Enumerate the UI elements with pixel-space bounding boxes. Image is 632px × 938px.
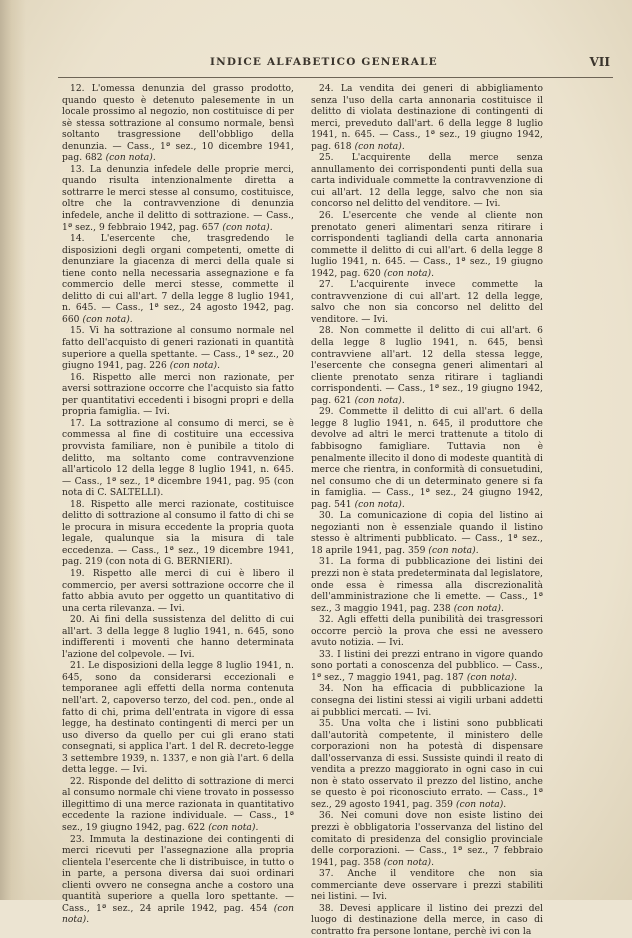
entry-note: (con nota). [383, 857, 435, 868]
right-column [311, 84, 543, 938]
page-number: VII [589, 55, 610, 69]
index-entry [311, 811, 543, 869]
entry-text: 22. Risponde del delitto di sottrazione di merci al consumo normale chi viene trovato in possesso illegittimo di una merce razionata in quantitativo eccedente la razione individuale. — Cass., 1ª sez., 19 giugno 1942, pag. 622 [62, 776, 294, 833]
entry-text: 33. I listini dei prezzi entrano in vigore quando sono portati a conoscenza del pubblico. — Cass., 1ª sez., 7 maggio 1941, pag. 187 [311, 649, 543, 683]
index-entry [62, 165, 294, 234]
entry-note: (con nota). [383, 268, 435, 279]
index-entry [311, 511, 543, 557]
entry-note: (con nota). [208, 823, 259, 833]
index-entry [62, 500, 294, 569]
index-entry [311, 650, 543, 685]
index-entry [311, 153, 543, 211]
index-entry [311, 280, 543, 326]
entry-text: 38. Devesi applicare il listino dei prezzi del luogo di destinazione della merce, in caso di contratto fra persone lontane, perchè ivi con la [311, 903, 543, 937]
entry-text: 12. L'omessa denunzia del grasso prodotto, quando questo è detenuto palesemente in un locale prossimo al negozio, non costituisce di per sè stessa sottrazione al consumo normale, bensì soltanto trasgressione dell'obbligo della denunzia. — Cass., 1ª sez., 10 dicembre 1941, pag. 682 [62, 84, 294, 164]
index-entry [311, 719, 543, 811]
entry-text: 21. Le disposizioni della legge 8 luglio 1941, n. 645, sono da considerarsi eccezionali e temporanee agli effetti della norma contenuta nell'art. 2, capoverso terzo, del cod. pen., onde al fatto di chi, prima dell'entrata in vigore di essa legge, ha destinato contingenti di merci per un uso diverso da quello per cui gli erano stati consegnati, si applica l'art. 1 del R. decreto-legge 3 settembre 1939, n. 1337, e non già l'art. 6 della detta legge. — Ivi. [62, 661, 294, 776]
entry-text: 29. Commette il delitto di cui all'art. 6 della legge 8 luglio 1941, n. 645, il produttore che devolve ad altri le merci trattenute a titolo di fabbisogno famigliare. Tuttavia non è penalmente illecito il dono di modeste quantità di merce che rientra, in conformità di consuetudini, nel consumo che di un determinato genere si fa in famiglia. — Cass., 1ª sez., 24 giugno 1942, pag. 541 [311, 407, 543, 510]
index-entry [311, 407, 543, 511]
entry-text: 34. Non ha efficacia di pubblicazione la consegna dei listini stessi ai vigili urbani addetti ai pubblici mercati. — Ivi. [311, 684, 543, 718]
entry-note: (con nota). [453, 603, 504, 614]
header-title: INDICE ALFABETICO GENERALE [210, 56, 438, 68]
entry-note: (con nota). [169, 361, 221, 372]
entry-text: 37. Anche il venditore che non sia commerciante deve osservare i prezzi stabiliti nei listini. — Ivi. [311, 869, 543, 903]
index-entry [311, 557, 543, 615]
index-entry [62, 419, 294, 500]
entry-text: 36. Nei comuni dove non esiste listino dei prezzi è obbligatoria l'osservanza del listino del comitato di presidenza del consiglio provinciale delle corporazioni. — Cass., 1ª sez., 7 febbraio 1941, pag. 358 [311, 811, 543, 868]
index-entry [311, 615, 543, 650]
entry-text: 23. Immuta la destinazione dei contingenti di merci ricevuti per l'assegnazione alla propria clientela l'esercente che li distribuisce, in tutto o in parte, a persona diversa dai suoi ordinari clienti ovvero ne consegna anche a costoro una quantità superiore a quella loro spettante. — Cass., 1ª sez., 24 aprile 1942, pag. 454 [62, 834, 294, 914]
index-entry [62, 615, 294, 661]
entry-note: (con nota). [62, 903, 294, 926]
running-header [70, 56, 610, 72]
entry-text: 27. L'acquirente invece commette la contravvenzione di cui all'art. 12 della legge, salvo che non sia concorso nel delitto del venditore. — Ivi. [311, 280, 543, 325]
entry-note: (con nota). [428, 545, 479, 556]
entry-note: (con nota). [222, 222, 273, 233]
index-entry [311, 211, 543, 280]
entry-text: 18. Rispetto alle merci razionate, costituisce delitto di sottrazione al consumo il fatto di chi se le procura in misura eccedente la propria quota legale, qualunque sia la misura di tale eccedenza. — Cass., 1ª sez., 19 dicembre 1941, pag. 219 (con nota di G. BERNIERI). [62, 499, 294, 568]
entry-text: 14. L'esercente che, trasgredendo le disposizioni degli organi competenti, omette di denunziare la giacenza di merci della quale si tiene conto nella necessaria assegnazione e fa commercio delle merci stesse, commette il delitto di cui all'art. 7 della legge 8 luglio 1941, n. 645. — Cass., 1ª sez., 24 agosto 1942, pag. 660 [62, 234, 294, 325]
entry-text: 24. La vendita dei generi di abbigliamento senza l'uso della carta annonaria costituisce il delitto di violata destinazione di contingenti di merci, preveduto dall'art. 6 della legge 8 luglio 1941, n. 645. — Cass., 1ª sez., 19 giugno 1942, pag. 618 [311, 84, 543, 152]
index-entry [62, 661, 294, 776]
index-entry [62, 234, 294, 326]
entry-text: 26. L'esercente che vende al cliente non prenotato generi alimentari senza ritirare i corrispondenti tagliandi della carta annonaria commette il delitto di cui all'art. 6 della legge 8 luglio 1941, n. 645. — Cass., 1ª sez., 19 giugno 1942, pag. 620 [311, 211, 543, 279]
entry-text: 32. Agli effetti della punibilità dei trasgressori occorre perciò la prova che essi ne avessero avuto notizia. — Ivi. [311, 615, 543, 649]
entry-text: 15. Vi ha sottrazione al consumo normale nel fatto dell'acquisto di generi razionati in quantità superiore a quella spettante. — Cass., 1ª sez., 20 giugno 1941, pag. 226 [62, 326, 294, 372]
index-entry [62, 373, 294, 419]
entry-note: (con nota). [105, 153, 156, 164]
entry-text: 31. La forma di pubblicazione dei listini dei prezzi non è stata predeterminata dal legislatore, onde essa è rimessa alla discrezionalità dell'amministrazione che li emette. — Cass., 1ª sez., 3 maggio 1941, pag. 238 [311, 557, 543, 614]
entry-note: (con nota). [354, 395, 405, 406]
header-rule [58, 77, 613, 78]
index-entry [311, 684, 543, 719]
entry-text: 20. Ai fini della sussistenza del delitto di cui all'art. 3 della legge 8 luglio 1941, n. 645, sono indifferenti i moventi che hanno determinata l'azione del colpevole. — Ivi. [62, 615, 294, 660]
index-entry [311, 326, 543, 407]
index-entry [62, 84, 294, 165]
index-entry [62, 835, 294, 927]
entry-note: (con nota). [82, 314, 133, 325]
entry-text: 30. La comunicazione di copia del listino ai negozianti non è essenziale quando il listino stesso è altrimenti pubblicato. — Cass., 1ª sez., 18 aprile 1941, pag. 359 [311, 511, 543, 556]
index-entry [62, 777, 294, 835]
left-column [62, 84, 294, 927]
index-columns [62, 84, 612, 937]
entry-text: 35. Una volta che i listini sono pubblicati dall'autorità competente, il ministero delle corporazioni non ha potestà di dispensare dall'osservanza di essi. Sussiste quindi il reato di vendita a prezzo maggiorato in ogni caso in cui non è stato osservato il prezzo del listino, anche se questo è poi riconosciuto errato. — Cass., 1ª sez., 29 agosto 1941, pag. 359 [311, 719, 543, 810]
index-entry [62, 326, 294, 372]
entry-text: 25. L'acquirente della merce senza annullamento dei corrispondenti punti della sua carta individuale commette la contravvenzione di cui all'art. 12 della legge, salvo che non sia concorso nel delitto del venditore. — Ivi. [311, 153, 543, 210]
entry-text: 17. La sottrazione al consumo di merci, se è commessa al fine di costituire una eccessiva provvista familiare, non è punibile a titolo di delitto, ma soltanto come contravvenzione all'articolo 12 della legge 8 luglio 1941, n. 645. — Cass., 1ª sez., 1ª dicembre 1941, pag. 95 (con nota di C. SALTELLI). [62, 418, 294, 499]
index-entry [311, 904, 543, 938]
entry-note: (con nota). [455, 799, 507, 810]
entry-text: 19. Rispetto alle merci di cui è libero il commercio, per aversi sottrazione occorre che il fatto abbia avuto per oggetto un quantitativo di una certa rilevanza. — Ivi. [62, 568, 294, 614]
entry-note: (con nota). [354, 499, 405, 510]
binding-shadow [0, 0, 26, 900]
entry-text: 16. Rispetto alle merci non razionate, per aversi sottrazione occorre che l'acquisto sia fatto per quantitativi eccedenti i bisogni propri e della propria famiglia. — Ivi. [62, 372, 294, 418]
index-entry [311, 869, 543, 904]
index-entry [311, 84, 543, 153]
entry-note: (con nota). [354, 141, 405, 152]
index-entry [62, 569, 294, 615]
entry-text: 28. Non commette il delitto di cui all'art. 6 della legge 8 luglio 1941, n. 645, bensì contravviene all'art. 12 della stessa legge, l'esercente che consegna generi alimentari al cliente prenotato senza ritirare i tagliandi corrispondenti. — Cass., 1ª sez., 19 giugno 1942, pag. 621 [311, 326, 543, 406]
entry-text: 13. La denunzia infedele delle proprie merci, quando risulta intenzionalmente diretta a sottrarre le merci stesse al consumo, costituisce, oltre che la contravvenzione di denunzia infedele, anche il delitto di sottrazione. — Cass., 1ª sez., 9 febbraio 1942, pag. 657 [62, 164, 294, 233]
entry-note: (con nota). [466, 672, 518, 683]
